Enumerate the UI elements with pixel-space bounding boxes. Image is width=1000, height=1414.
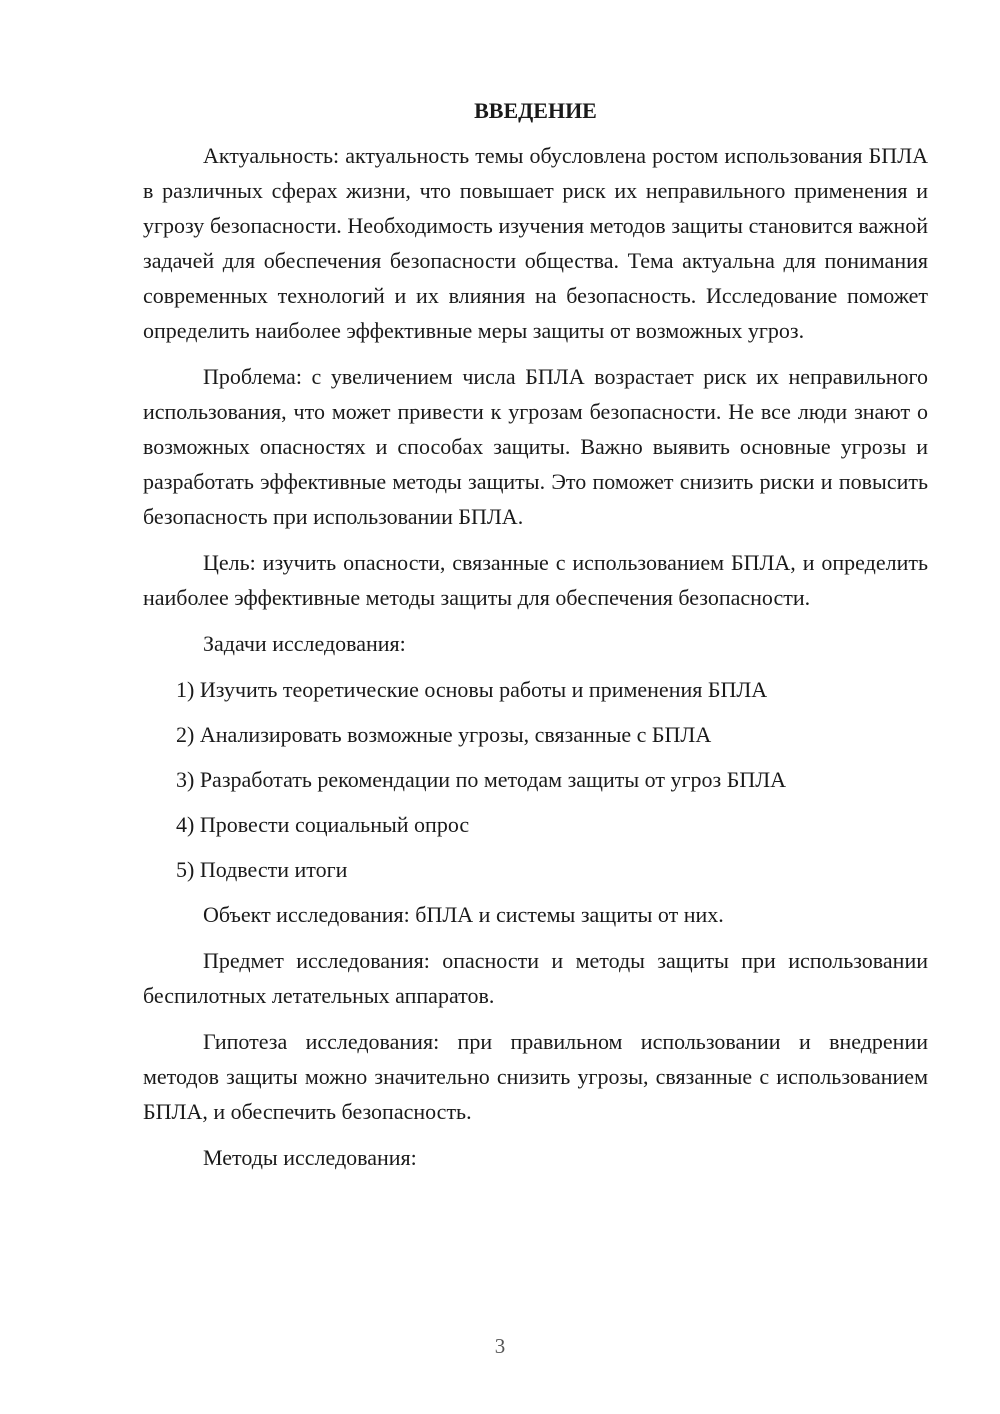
list-item: 1) Изучить теоретические основы работы и применения БПЛА bbox=[176, 677, 768, 702]
list-item: 3) Разработать рекомендации по методам защиты от угроз БПЛА bbox=[176, 767, 787, 792]
list-item: 2) Анализировать возможные угрозы, связанные с БПЛА bbox=[176, 722, 712, 747]
tasks-heading: Задачи исследования: bbox=[203, 631, 406, 656]
relevance-paragraph: Актуальность: актуальность темы обусловлена ростом использования БПЛА в различных сферах жизни, что повышает риск их неправильного применения и угрозу безопасности. Необходимость изучения методов защиты становится важной задачей для обеспечения безопасности общества. Тема актуальна для понимания современных технологий и их влияния на безопасность. Исследование поможет определить наиболее эффективные меры защиты от возможных угроз. bbox=[143, 143, 928, 343]
goal-paragraph: Цель: изучить опасности, связанные с использованием БПЛА, и определить наиболее эффективные методы защиты для обеспечения безопасности. bbox=[143, 550, 928, 610]
document-page bbox=[143, 96, 928, 1186]
problem-paragraph: Проблема: с увеличением числа БПЛА возрастает риск их неправильного использования, что может привести к угрозам безопасности. Не все люди знают о возможных опасностях и способах защиты. Важно выявить основные угрозы и разработать эффективные методы защиты. Это поможет снизить риски и повысить безопасность при использовании БПЛА. bbox=[143, 364, 928, 529]
section-title: ВВЕДЕНИЕ bbox=[474, 98, 597, 123]
methods-heading: Методы исследования: bbox=[203, 1145, 417, 1170]
tasks-list bbox=[143, 672, 928, 887]
list-item: 5) Подвести итоги bbox=[176, 857, 348, 882]
list-item: 4) Провести социальный опрос bbox=[176, 812, 470, 837]
object-paragraph: Объект исследования: бПЛА и системы защиты от них. bbox=[203, 902, 724, 927]
page-number: 3 bbox=[494, 1334, 506, 1358]
subject-paragraph: Предмет исследования: опасности и методы защиты при использовании беспилотных летательных аппаратов. bbox=[143, 948, 928, 1008]
hypothesis-paragraph: Гипотеза исследования: при правильном использовании и внедрении методов защиты можно значительно снизить угрозы, связанные с использованием БПЛА, и обеспечить безопасность. bbox=[143, 1029, 928, 1124]
